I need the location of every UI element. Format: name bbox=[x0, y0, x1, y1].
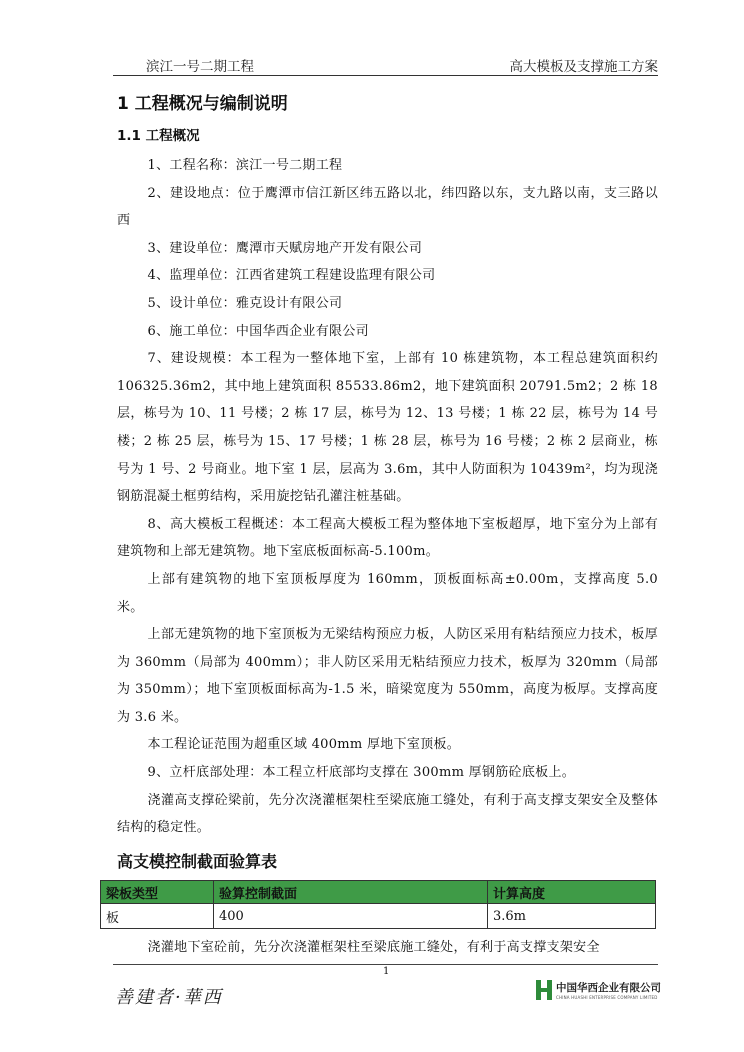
table-header-cell: 计算高度 bbox=[488, 881, 656, 904]
table-header-row bbox=[101, 881, 656, 904]
paragraph: 上部无建筑物的地下室顶板为无梁结构预应力板，人防区采用有粘结预应力技术，板厚为 360mm（局部为 400mm）；非人防区采用无粘结预应力技术，板厚为 320mm（局部为 350mm）；地下室顶板面标高为-1.5 米，暗梁宽度为 550mm，高度为板厚。支撑高度为 3.6 米。 bbox=[117, 627, 658, 725]
table-cell: 400 bbox=[214, 904, 488, 929]
header-divider bbox=[113, 75, 658, 76]
table-header-cell: 梁板类型 bbox=[101, 881, 214, 904]
paragraph: 上部有建筑物的地下室顶板厚度为 160mm，顶板面标高±0.00m，支撑高度 5.0 米。 bbox=[117, 571, 658, 615]
header-document-title: 高大模板及支撑施工方案 bbox=[509, 59, 658, 75]
paragraph: 浇灌地下室砼前，先分次浇灌框架柱至梁底施工缝处，有利于高支撑支架安全 bbox=[147, 940, 600, 955]
paragraph: 3、建设单位：鹰潭市天赋房地产开发有限公司 bbox=[147, 240, 423, 256]
verification-table bbox=[100, 880, 656, 929]
continuation-text bbox=[117, 934, 658, 962]
paragraph: 6、施工单位：中国华西企业有限公司 bbox=[147, 323, 369, 339]
signature-calligraphy: 善建者·華西 bbox=[115, 987, 223, 1008]
company-logo bbox=[536, 980, 661, 1000]
paragraph: 8、高大模板工程概述：本工程高大模板工程为整体地下室板超厚，地下室分为上部有建筑物和上部无建筑物。地下室底板面标高-5.100m。 bbox=[117, 516, 658, 560]
paragraph: 浇灌高支撑砼梁前，先分次浇灌框架柱至梁底施工缝处，有利于高支撑支架安全及整体结构的稳定性。 bbox=[117, 792, 658, 836]
document-body bbox=[117, 88, 658, 880]
paragraph: 5、设计单位：雅克设计有限公司 bbox=[147, 295, 343, 311]
company-name-cn: 中国华西企业有限公司 bbox=[556, 982, 661, 994]
table-cell: 板 bbox=[101, 904, 214, 929]
footer-divider bbox=[113, 964, 658, 965]
huaxi-logo-icon bbox=[536, 980, 552, 1000]
header-project-name: 滨江一号二期工程 bbox=[146, 59, 254, 75]
company-name-en: CHINA HUASHI ENTERPRISE COMPANY LIMITED bbox=[556, 995, 658, 1000]
paragraph: 2、建设地点：位于鹰潭市信江新区纬五路以北，纬四路以东，支九路以南，支三路以西 bbox=[117, 185, 658, 229]
paragraph: 本工程论证范围为超重区域 400mm 厚地下室顶板。 bbox=[147, 737, 461, 753]
subsection-title: 1.1 工程概况 bbox=[117, 128, 200, 144]
table-cell: 3.6m bbox=[488, 904, 656, 929]
table-row bbox=[101, 904, 656, 929]
table-header-cell: 验算控制截面 bbox=[214, 881, 488, 904]
page-number: 1 bbox=[383, 966, 390, 977]
table-title: 高支模控制截面验算表 bbox=[117, 851, 278, 871]
section-title: 1 工程概况与编制说明 bbox=[117, 94, 288, 114]
paragraph: 4、监理单位：江西省建筑工程建设监理有限公司 bbox=[147, 268, 436, 284]
paragraph: 9、立杆底部处理：本工程立杆底部均支撑在 300mm 厚钢筋砼底板上。 bbox=[147, 765, 576, 781]
paragraph: 7、建设规模：本工程为一整体地下室，上部有 10 栋建筑物，本工程总建筑面积约 106325.36m2，其中地上建筑面积 85533.86m2，地下建筑面积 20791.5m2；2 栋 18 层，栋号为 10、11 号楼；2 栋 17 层，栋号为 12、13 号楼；1 栋 22 层，栋号为 14 号楼；2 栋 25 层，栋号为 15、17 号楼；1 栋 28 层，栋号为 16 号楼；2 栋 2 层商业，栋号为 1 号、2 号商业。地下室 1 层，层高为 3.6m，其中人防面积为 10439m²，均为现浇钢筋混凝土框剪结构，采用旋挖钻孔灌注桩基础。 bbox=[117, 351, 658, 505]
paragraph: 1、工程名称：滨江一号二期工程 bbox=[147, 158, 343, 173]
